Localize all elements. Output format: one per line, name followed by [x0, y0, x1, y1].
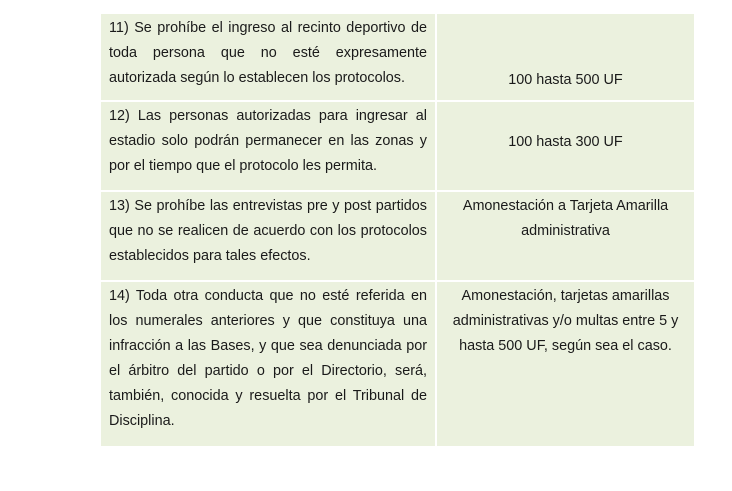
- penalty-cell: 100 hasta 300 UF: [437, 102, 694, 192]
- penalty-cell: 100 hasta 500 UF: [437, 14, 694, 102]
- offense-cell: 11) Se prohíbe el ingreso al recinto deportivo de toda persona que no esté expresamente autorizada según lo establecen los protocolos.: [101, 14, 437, 102]
- table-row: [101, 14, 694, 102]
- offense-cell: 12) Las personas autorizadas para ingresar al estadio solo podrán permanecer en las zonas y por el tiempo que el protocolo les permita.: [101, 102, 437, 192]
- offense-cell: 13) Se prohíbe las entrevistas pre y post partidos que no se realicen de acuerdo con los protocolos establecidos para tales efectos.: [101, 192, 437, 282]
- table-row: [101, 282, 694, 448]
- table-row: [101, 102, 694, 192]
- table-row: [101, 192, 694, 282]
- sanctions-table: [101, 14, 694, 448]
- penalty-cell: Amonestación a Tarjeta Amarilla administrativa: [437, 192, 694, 282]
- offense-cell: 14) Toda otra conducta que no esté referida en los numerales anteriores y que constituya una infracción a las Bases, y que sea denunciada por el árbitro del partido o por el Directorio, será, también, conocida y resuelta por el Tribunal de Disciplina.: [101, 282, 437, 448]
- penalty-cell: Amonestación, tarjetas amarillas administrativas y/o multas entre 5 y hasta 500 UF, según sea el caso.: [437, 282, 694, 448]
